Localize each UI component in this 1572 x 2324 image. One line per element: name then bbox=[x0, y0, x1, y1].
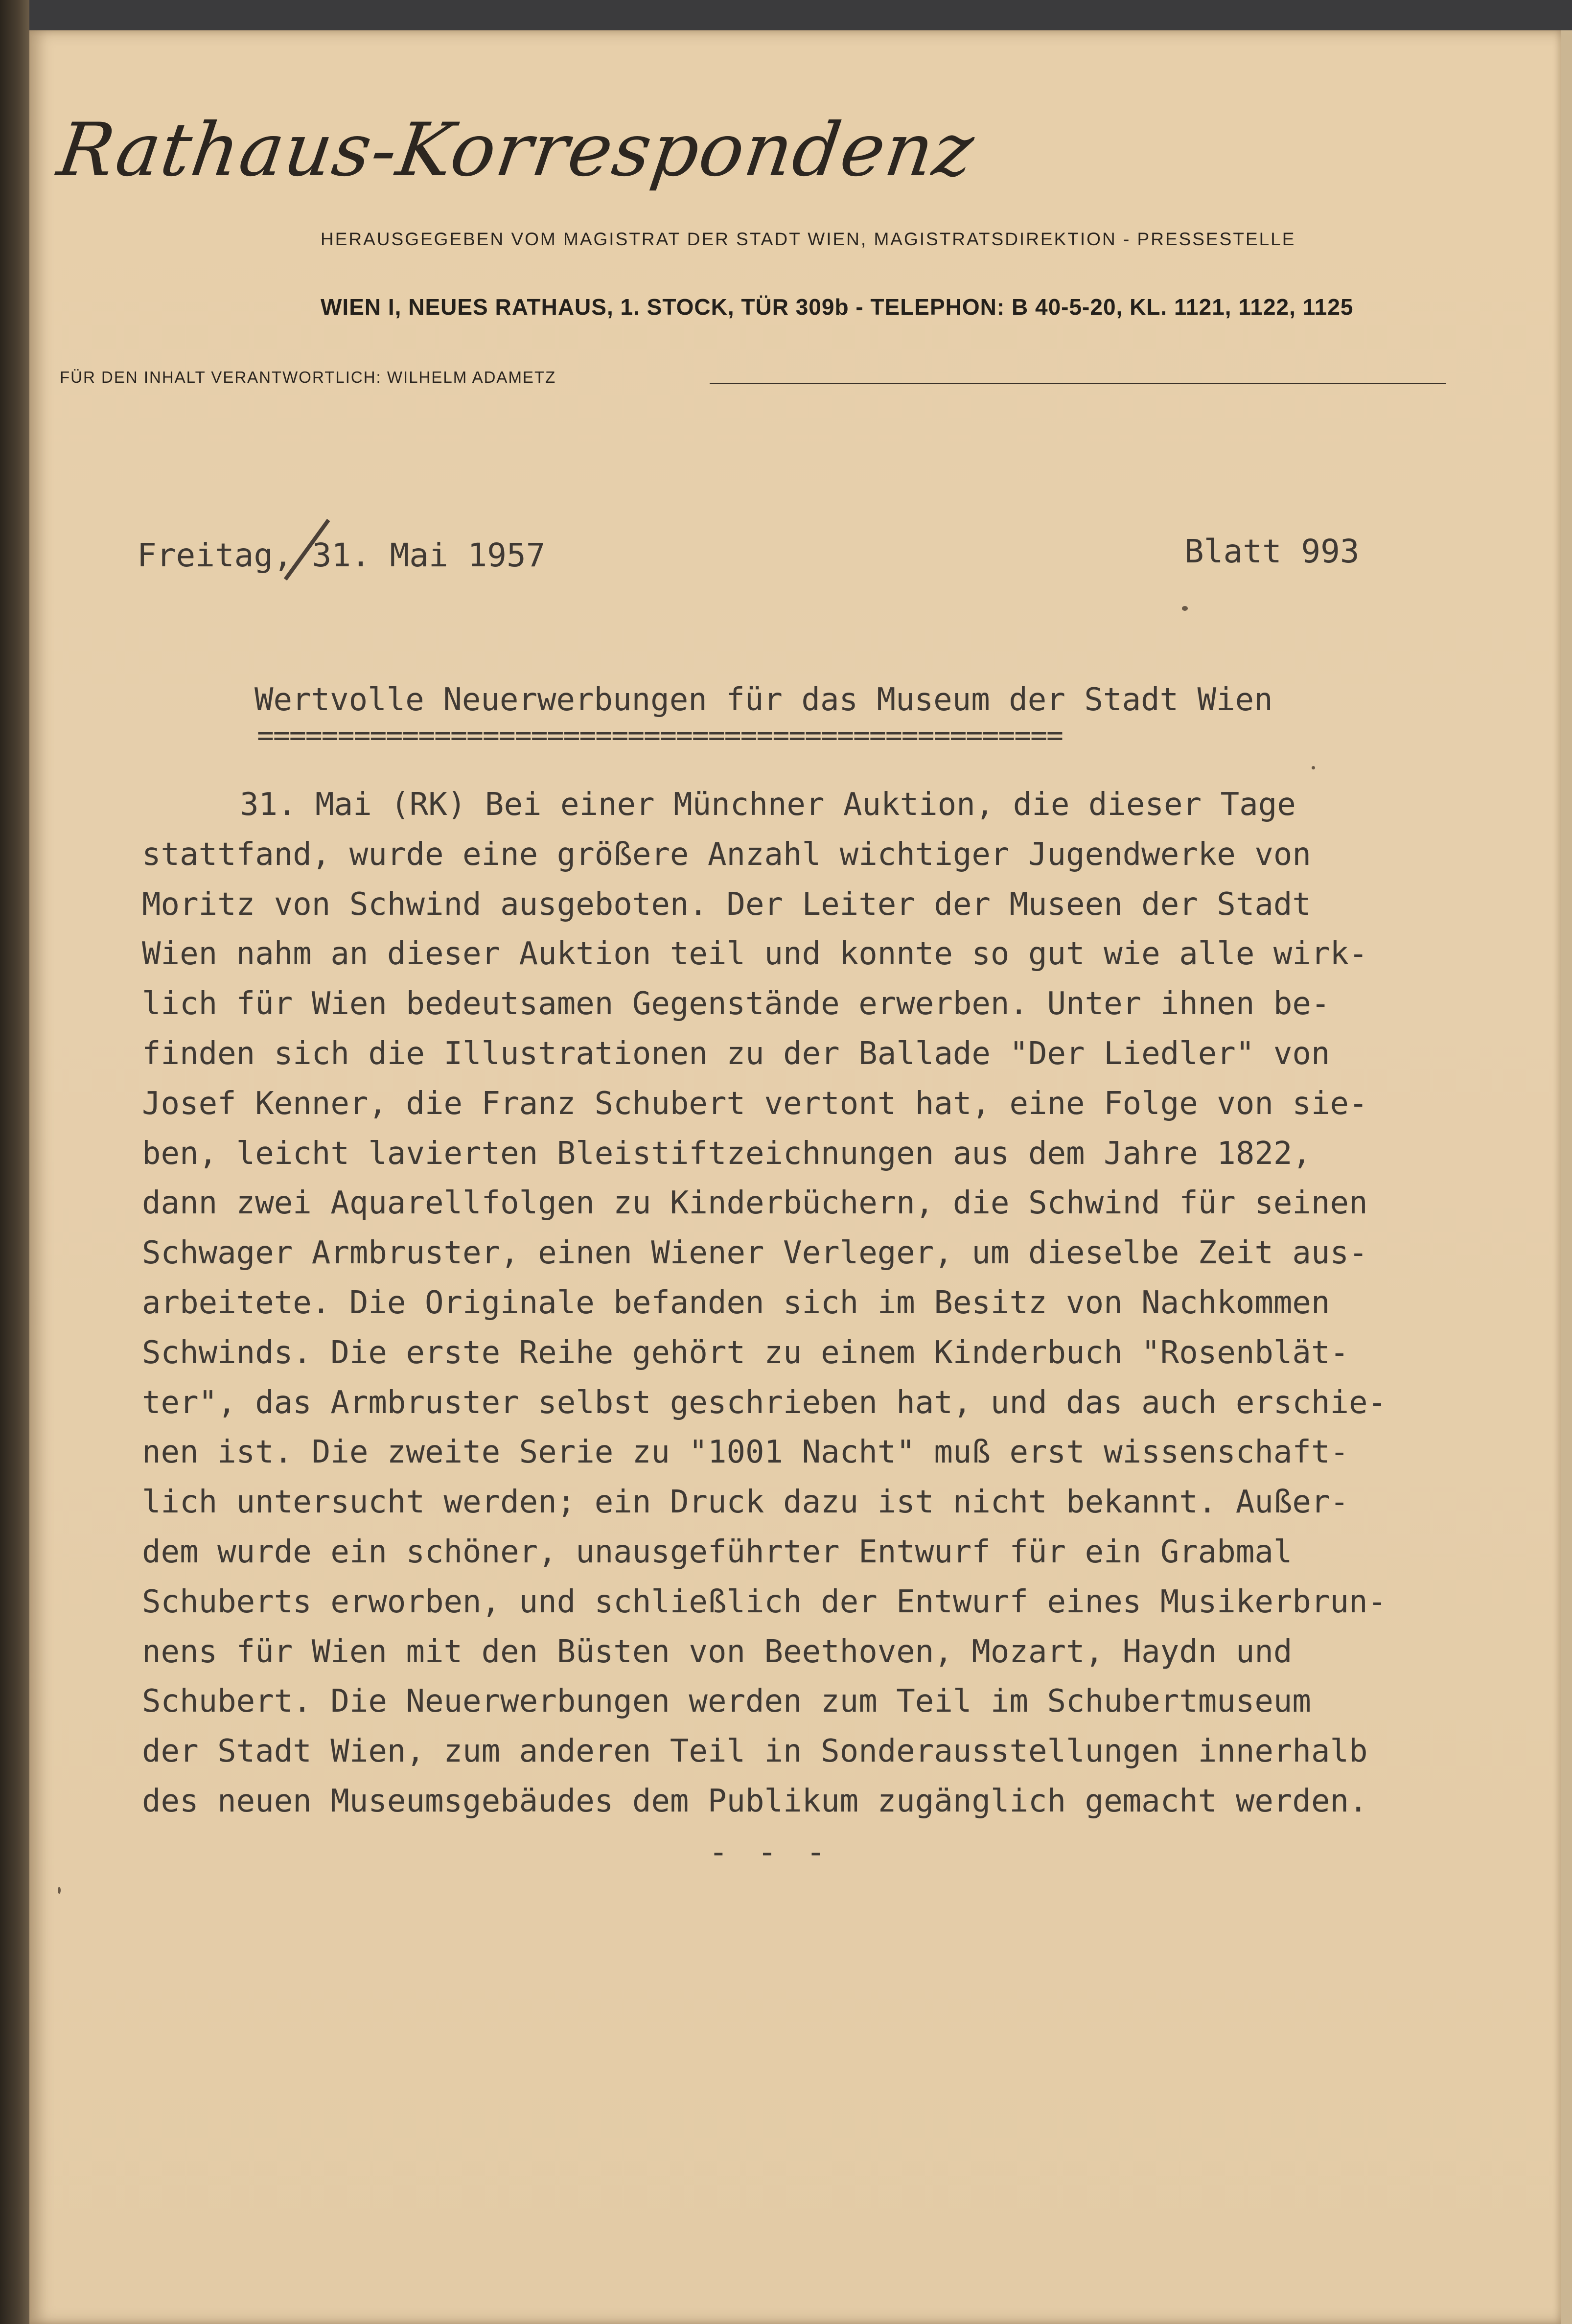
body-line: dann zwei Aquarellfolgen zu Kinderbüchern, die Schwind für seinen bbox=[142, 1185, 1368, 1222]
body-line: lich für Wien bedeutsamen Gegenstände erwerben. Unter ihnen be- bbox=[142, 986, 1330, 1023]
body-line: Moritz von Schwind ausgeboten. Der Leiter der Museen der Stadt bbox=[142, 886, 1311, 923]
body-line: Wien nahm an dieser Auktion teil und konnte so gut wie alle wirk- bbox=[142, 936, 1368, 973]
masthead-title: Rathaus-Korrespondenz bbox=[52, 108, 980, 193]
body-line: 31. Mai (RK) Bei einer Münchner Auktion, die dieser Tage bbox=[240, 787, 1296, 823]
body-line: nen ist. Die zweite Serie zu "1001 Nacht" muß erst wissenschaft- bbox=[142, 1434, 1349, 1471]
binding-edge bbox=[0, 0, 29, 2324]
body-line: Schwinds. Die erste Reihe gehört zu einem Kinderbuch "Rosenblät- bbox=[142, 1334, 1349, 1371]
body-line: arbeitete. Die Originale befanden sich im Besitz von Nachkommen bbox=[142, 1284, 1330, 1321]
end-mark: - - - bbox=[709, 1833, 831, 1871]
body-line: Schuberts erworben, und schließlich der Entwurf eines Musikerbrun- bbox=[142, 1583, 1387, 1620]
letterhead-rule bbox=[710, 383, 1446, 384]
body-line: ter", das Armbruster selbst geschrieben hat, und das auch erschie- bbox=[142, 1384, 1387, 1421]
paper-speck bbox=[1182, 606, 1188, 611]
body-line: Schwager Armbruster, einen Wiener Verleger, um dieselbe Zeit aus- bbox=[142, 1235, 1368, 1272]
body-line: Schubert. Die Neuerwerbungen werden zum Teil im Schubertmuseum bbox=[142, 1683, 1311, 1720]
body-line: Josef Kenner, die Franz Schubert vertont hat, eine Folge von sie- bbox=[142, 1085, 1368, 1122]
sheet-number: Blatt 993 bbox=[1184, 533, 1360, 570]
responsible-editor: FÜR DEN INHALT VERANTWORTLICH: WILHELM ADAMETZ bbox=[60, 368, 556, 386]
paper-speck bbox=[58, 1887, 61, 1894]
headline-underline: ================================================== bbox=[257, 719, 1063, 752]
date-line: Freitag, 31. Mai 1957 bbox=[137, 536, 546, 574]
body-line: stattfand, wurde eine größere Anzahl wichtiger Jugendwerke von bbox=[142, 836, 1311, 873]
body-line: des neuen Museumsgebäudes dem Publikum zugänglich gemacht werden. bbox=[142, 1783, 1368, 1819]
article-body bbox=[142, 780, 1483, 1827]
body-line: lich untersucht werden; ein Druck dazu ist nicht bekannt. Außer- bbox=[142, 1484, 1349, 1521]
body-line: finden sich die Illustrationen zu der Ballade "Der Liedler" von bbox=[142, 1035, 1330, 1072]
scan-top-strip bbox=[0, 0, 1572, 30]
page-right-edge bbox=[1561, 30, 1572, 2324]
body-line: nens für Wien mit den Büsten von Beethoven, Mozart, Haydn und bbox=[142, 1633, 1293, 1670]
body-line: ben, leicht lavierten Bleistiftzeichnungen aus dem Jahre 1822, bbox=[142, 1135, 1311, 1172]
article-headline: Wertvolle Neuerwerbungen für das Museum der Stadt Wien bbox=[254, 682, 1273, 718]
paper-speck bbox=[1312, 766, 1315, 769]
address-line: WIEN I, NEUES RATHAUS, 1. STOCK, TÜR 309b - TELEPHON: B 40-5-20, KL. 1121, 1122, 1125 bbox=[321, 294, 1354, 320]
body-line: der Stadt Wien, zum anderen Teil in Sonderausstellungen innerhalb bbox=[142, 1733, 1368, 1770]
body-line: dem wurde ein schöner, unausgeführter Entwurf für ein Grabmal bbox=[142, 1534, 1293, 1570]
publisher-line: HERAUSGEGEBEN VOM MAGISTRAT DER STADT WIEN, MAGISTRATSDIREKTION - PRESSESTELLE bbox=[321, 229, 1296, 249]
